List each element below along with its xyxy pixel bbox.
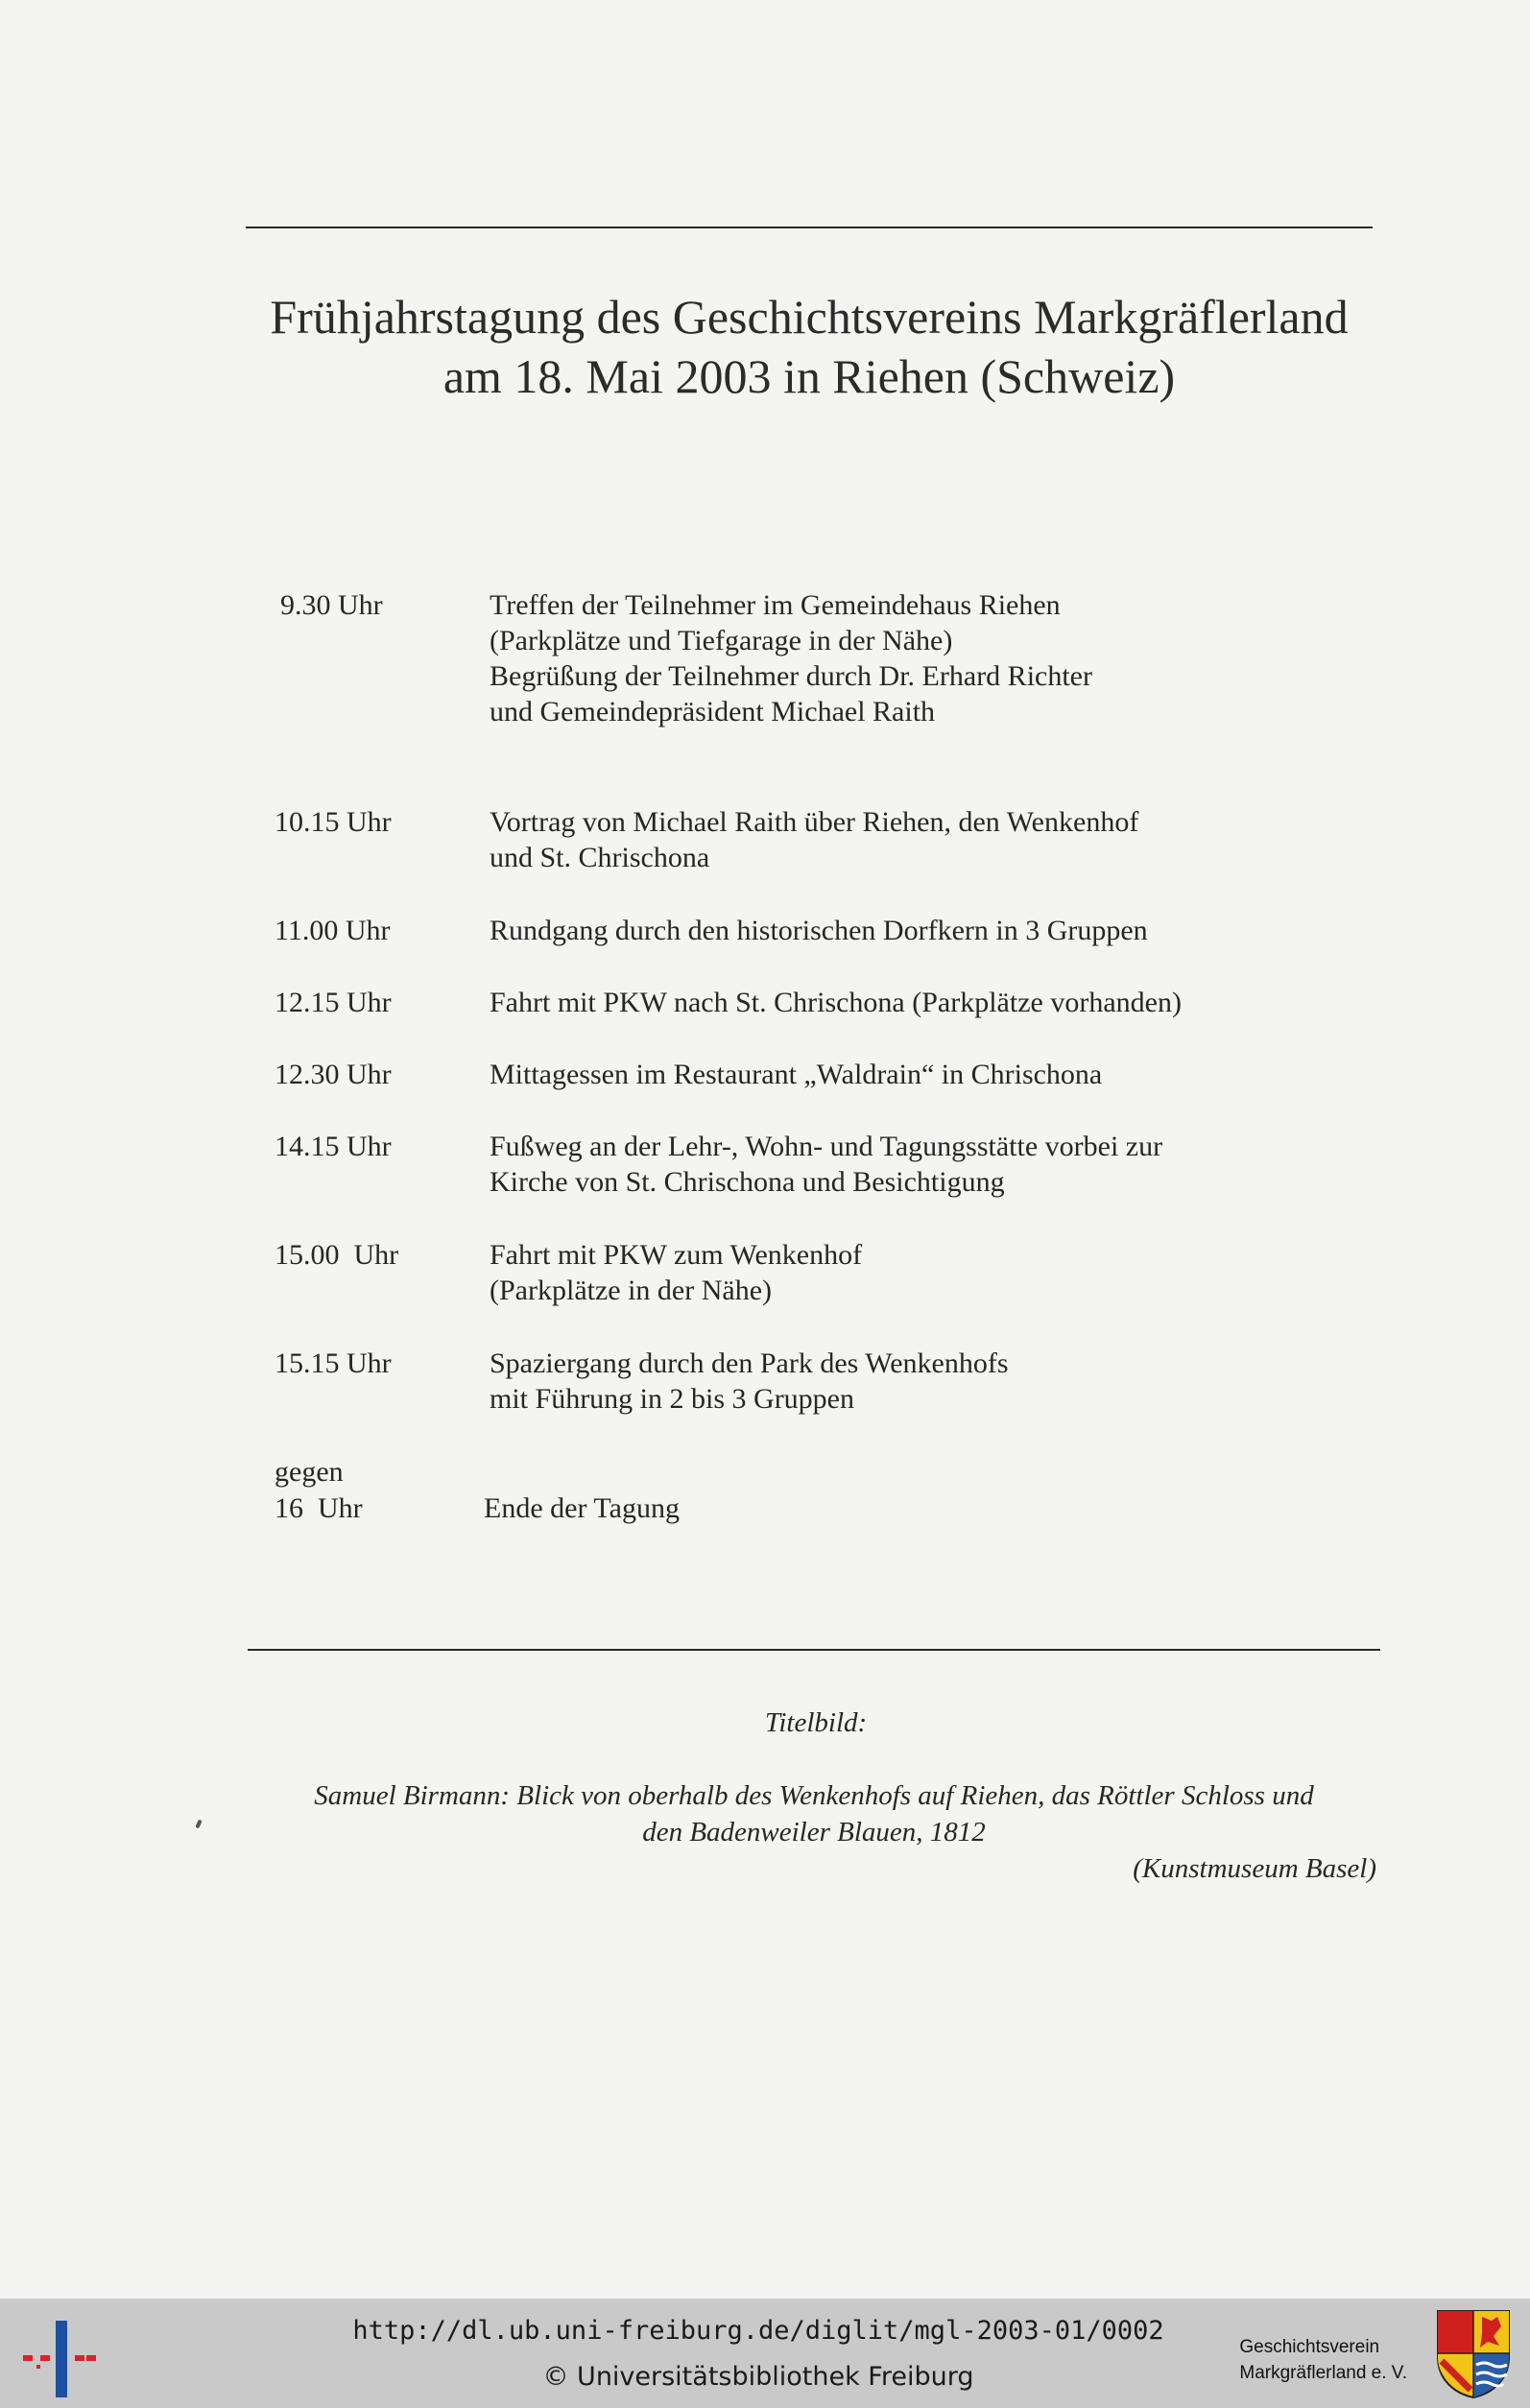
ub-freiburg-logo-icon xyxy=(21,2313,98,2399)
schedule-description: Fußweg an der Lehr-, Wohn- und Tagungsstätte vorbei zur Kirche von St. Chrischona und Besichtigung xyxy=(490,1131,1163,1198)
schedule-description: Fahrt mit PKW zum Wenkenhof (Parkplätze in der Nähe) xyxy=(490,1239,863,1306)
schedule-description: Spaziergang durch den Park des Wenkenhofs mit Führung in 2 bis 3 Gruppen xyxy=(490,1347,1009,1415)
schedule-description: Rundgang durch den historischen Dorfkern in 3 Gruppen xyxy=(490,915,1148,946)
schedule-time: 10.15 Uhr xyxy=(275,806,392,838)
footer-copyright: © Universitätsbibliothek Freiburg xyxy=(542,2362,974,2392)
caption-source: (Kunstmuseum Basel) xyxy=(1133,1853,1376,1884)
schedule-time: 12.15 Uhr xyxy=(275,987,392,1018)
footer-url-link[interactable]: http://dl.ub.uni-freiburg.de/diglit/mgl-2003-01/0002 xyxy=(352,2316,1164,2346)
top-divider xyxy=(246,226,1373,228)
schedule-description: Ende der Tagung xyxy=(484,1492,680,1524)
bottom-divider xyxy=(248,1649,1380,1651)
schedule-time: 12.30 Uhr xyxy=(275,1059,392,1090)
caption-heading: Titelbild: xyxy=(764,1707,868,1738)
schedule-time: 15.15 Uhr xyxy=(275,1347,392,1379)
caption-text: Samuel Birmann: Blick von oberhalb des Wenkenhofs auf Riehen, das Röttler Schloss und den Badenweiler Blauen, 1812 xyxy=(314,1780,1314,1848)
document-title-line-1: Frühjahrstagung des Geschichtsvereins Markgräflerland xyxy=(270,290,1349,344)
schedule-time: 9.30 Uhr xyxy=(280,589,383,621)
schedule-time: 15.00 Uhr xyxy=(275,1239,399,1271)
schedule-time: 11.00 Uhr xyxy=(275,915,391,946)
schedule-description: Treffen der Teilnehmer im Gemeindehaus Riehen (Parkplätze und Tiefgarage in der Nähe) Begrüßung der Teilnehmer durch Dr. Erhard Richter und Gemeindepräsident Michael Raith xyxy=(490,589,1092,727)
document-title-line-2: am 18. Mai 2003 in Riehen (Schweiz) xyxy=(442,349,1176,403)
schedule-time: 14.15 Uhr xyxy=(275,1131,392,1162)
schedule-description: Fahrt mit PKW nach St. Chrischona (Parkplätze vorhanden) xyxy=(490,987,1182,1018)
schedule-description: Mittagessen im Restaurant „Waldrain“ in Chrischona xyxy=(490,1059,1103,1090)
schedule-description: Vortrag von Michael Raith über Riehen, den Wenkenhof und St. Chrischona xyxy=(490,806,1139,873)
schedule-time: gegen 16 Uhr xyxy=(275,1456,363,1524)
coat-of-arms-icon xyxy=(1434,2307,1513,2399)
org-name: Geschichtsverein Markgräflerland e. V. xyxy=(1239,2337,1407,2383)
scan-speck xyxy=(195,1820,202,1829)
